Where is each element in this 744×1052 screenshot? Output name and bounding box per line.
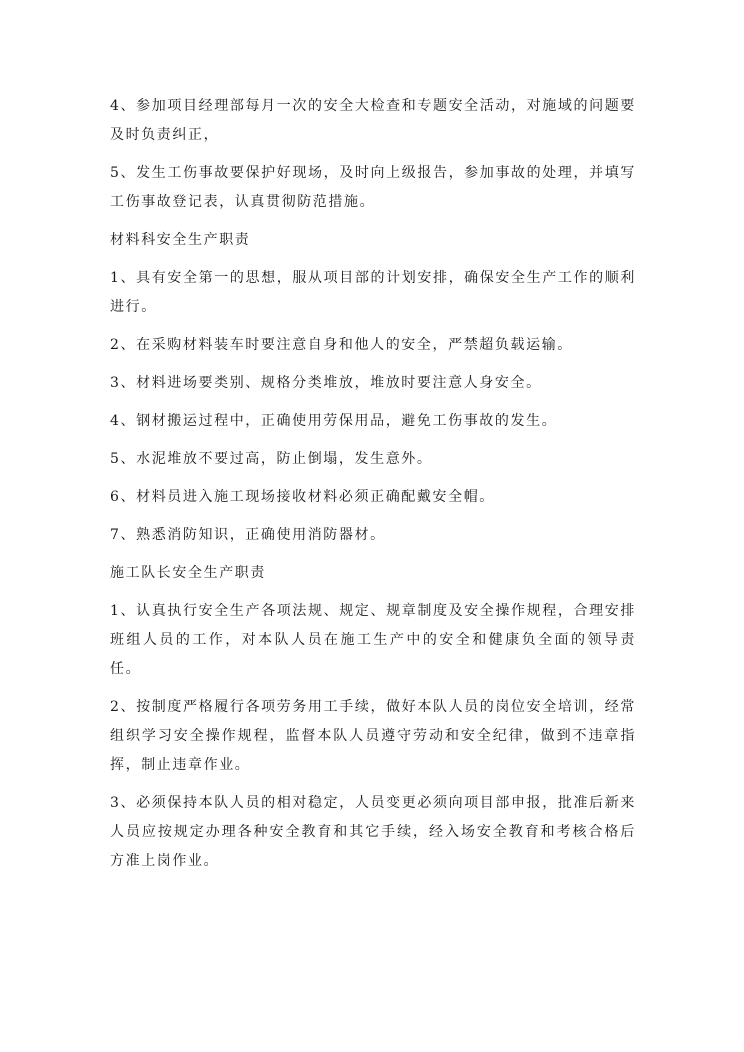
paragraph-team-leader-2: 2、按制度严格履行各项劳务用工手续，做好本队人员的岗位安全培训，经常组织学习安全操作规程，监督本队人员遵守劳动和安全纪律，做到不违章指挥，制止违章作业。 [110, 699, 636, 773]
paragraph-materials-5: 5、水泥堆放不要过高，防止倒塌，发生意外。 [110, 451, 433, 467]
paragraph-team-leader-3: 3、必须保持本队人员的相对稳定，人员变更必须向项目部申报，批准后新来人员应按规定办理各种安全教育和其它手续，经入场安全教育和考核合格后方准上岗作业。 [110, 795, 636, 869]
section-heading-materials: 材料科安全生产职责 [110, 232, 251, 248]
paragraph-materials-3: 3、材料进场要类别、规格分类堆放，堆放时要注意人身安全。 [110, 375, 542, 391]
paragraph-materials-7: 7、熟悉消防知识，正确使用消防器材。 [110, 527, 386, 543]
paragraph-duty-4: 4、参加项目经理部每月一次的安全大检查和专题安全活动，对施域的问题要及时负责纠正， [110, 98, 636, 143]
paragraph-materials-1: 1、具有安全第一的思想，服从项目部的计划安排，确保安全生产工作的顺利进行。 [110, 270, 636, 315]
paragraph-duty-5: 5、发生工伤事故要保护好现场，及时向上级报告，参加事故的处理，并填写工伤事故登记表，认真贯彻防范措施。 [110, 165, 636, 210]
paragraph-materials-2: 2、在采购材料装车时要注意自身和他人的安全，严禁超负载运输。 [110, 337, 573, 353]
paragraph-materials-4: 4、钢材搬运过程中，正确使用劳保用品，避免工伤事故的发生。 [110, 413, 558, 429]
paragraph-team-leader-1: 1、认真执行安全生产各项法规、规定、规章制度及安全操作规程，合理安排班组人员的工作，对本队人员在施工生产中的安全和健康负全面的领导责任。 [110, 603, 636, 677]
paragraph-materials-6: 6、材料员进入施工现场接收材料必须正确配戴安全帽。 [110, 489, 495, 505]
section-heading-team-leader: 施工队长安全生产职责 [110, 565, 266, 581]
